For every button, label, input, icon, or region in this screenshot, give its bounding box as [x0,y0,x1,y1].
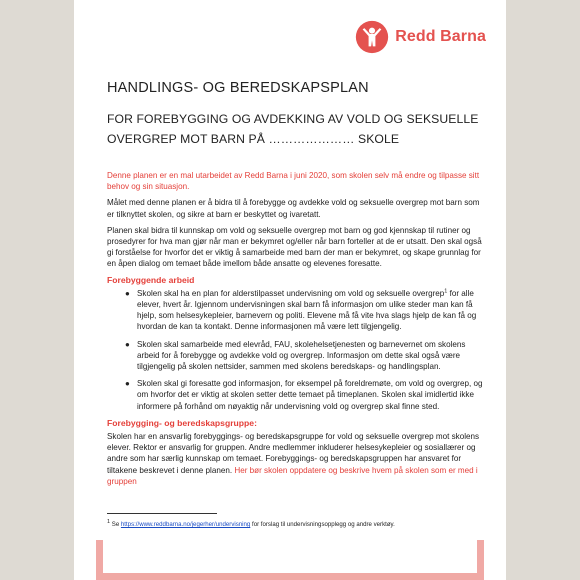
document-subtitle [107,109,487,149]
bullet-3-text: Skolen skal gi foresatte god informasjon, for eksempel på foreldremøte, om vold og overgrep, og om hvorfor det er viktig at skolen setter dette temaet på timeplanen. Skolen skal imidlertid ikke informere på forhånd om nøyaktig når undervisning vold og overgrep skal finne sted. [137,379,483,411]
footnote-suffix: for forslag til undervisningsopplegg og andre verktøy. [250,521,395,528]
footnote-divider [107,513,217,514]
section-heading-prevention: Forebyggende arbeid [107,274,195,285]
footnote-number: 1 [107,518,111,525]
prevention-list [107,288,487,412]
list-item [127,288,487,333]
purpose-paragraph: Målet med denne planen er å bidra til å forebygge og avdekke vold og seksuelle overgrep mot barn som er tilknyttet skolen, og sikre at barn er beskyttet og ivaretatt. [107,198,480,219]
bullet-1-text-b: for alle elever, hvert år. Igjennom undervisningen skal barn få informasjon om ulike steder man kan få hjelp, som helsesykepleier, barnevern og politi. Elevene må få vite hva slags hjelp de kan få og hvordan de kan ta kontakt. Denne informasjonen må være lett tilgjengelig. [137,288,477,332]
logo-text: Redd Barna [395,28,486,45]
footnote-ref[interactable]: 1 [444,288,448,295]
decorative-bottom-frame [96,540,484,580]
bullet-icon: ● [125,339,130,349]
subtitle-line-1: FOR FOREBYGGING OG AVDEKKING AV VOLD OG SEKSUELLE [107,112,479,126]
bullet-icon: ● [125,379,130,389]
document-page [74,0,506,580]
preparedness-note: Her bør skolen oppdatere og beskrive hvem på skolen som er med i gruppen [107,465,478,486]
preparedness-text: Skolen har en ansvarlig forebyggings- og beredskapsgruppe for vold og seksuelle overgrep mot skolens elever. Rektor er ansvarlig for gruppen. Andre medlemmer inkluderer helsesykepleier og sosiallærer og andre som har særlig kunnskap om temaet. Forebyggings- og beredskapsgruppen har ansvaret for tiltakene beskrevet i denne planen. [107,432,480,475]
section-heading-preparedness: Forebygging- og beredskapsgruppe: [107,417,257,428]
bullet-1-text-a: Skolen skal ha en plan for alderstilpasset undervisning om vold og seksuelle overgrep [137,288,445,298]
bullet-icon: ● [125,288,130,298]
bullet-2-text: Skolen skal samarbeide med elevråd, FAU, skolehelsetjenesten og barnevernet om skolens arbeid for å forebygge og avdekke vold og overgrep. Informasjon om dette skal også være tilgjengelig på skolen nettsider, sammen med skolens beredskaps- og handlingsplan. [137,339,466,372]
list-item [127,378,487,412]
intro-note: Denne planen er en mal utarbeidet av Redd Barna i juni 2020, som skolen selv må endre og tilpasse sitt behov og sin situasjon. [107,171,480,192]
knowledge-paragraph: Planen skal bidra til kunnskap om vold og seksuelle overgrep mot barn og god kjennskap til rutiner og prosedyrer for hva man gjør når man er bekymret og/eller når barn forteller at de er utsatt. Den skal også gi forståelse for hvorfor det er viktig å samarbeide med barn der man er bekymret, og skape grunnlag for en åpen dialog om temaet både imellom både ansatte og elevenes foresatte. [107,225,482,269]
redd-barna-logo [355,20,486,54]
footnote-link[interactable]: https://www.reddbarna.no/jegerher/undervisning [120,521,251,528]
footnote-prefix: Se [110,521,121,528]
footnote [107,518,487,528]
preparedness-paragraph [107,431,487,487]
document-body [107,170,487,492]
document-title: HANDLINGS- OG BEREDSKAPSPLAN [107,80,369,96]
list-item [127,339,487,373]
subtitle-line-2: OVERGREP MOT BARN PÅ ………………… SKOLE [107,132,400,146]
redd-barna-child-icon [355,20,389,54]
